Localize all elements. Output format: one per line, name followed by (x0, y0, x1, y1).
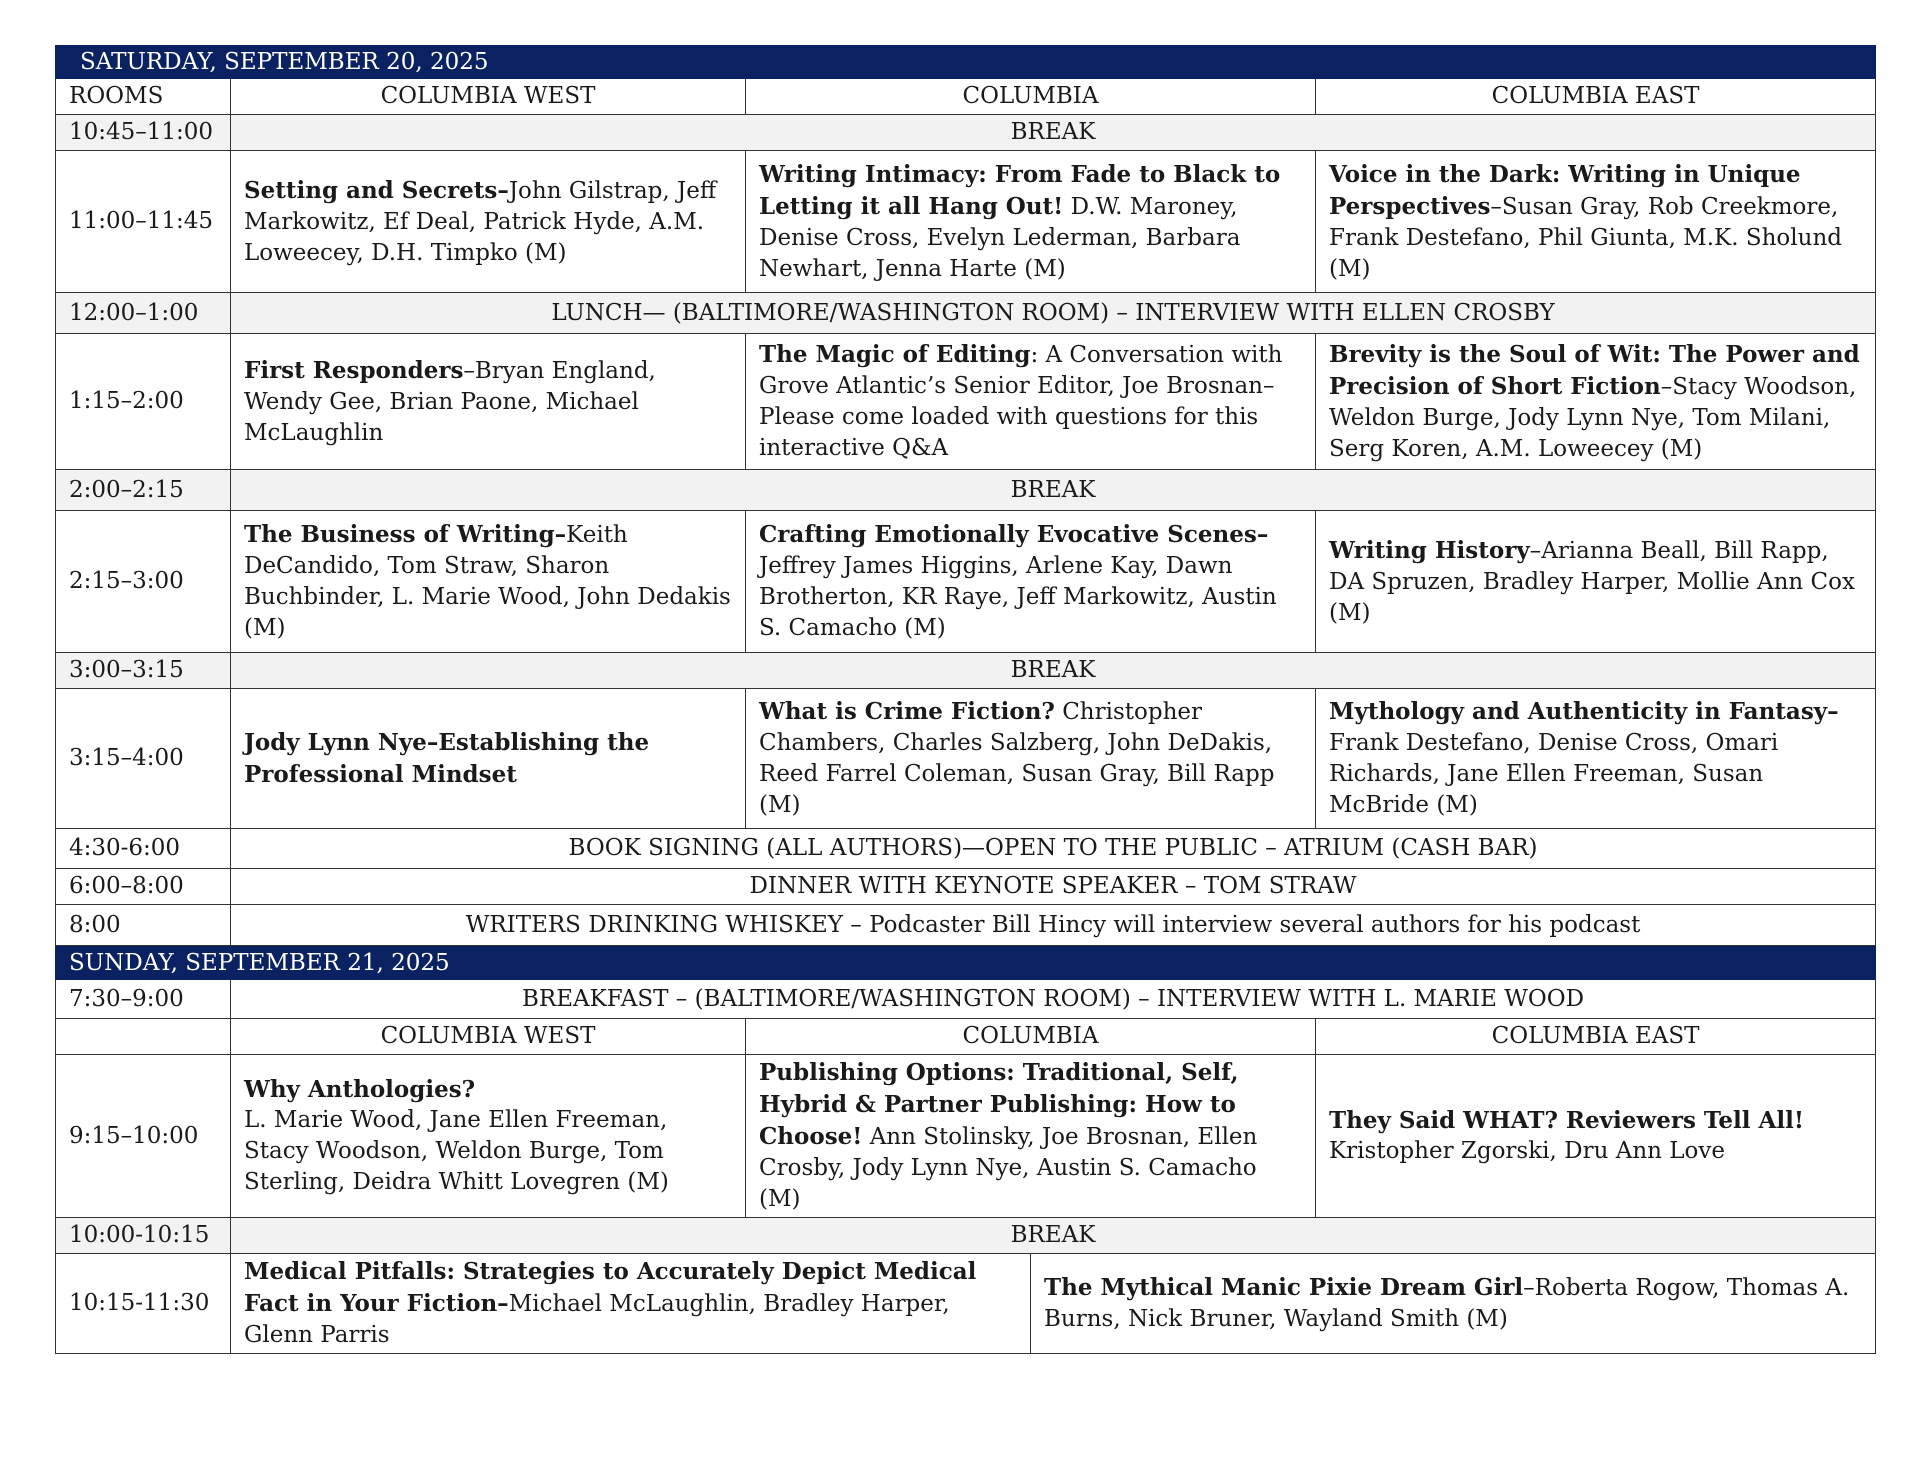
session-cell (1316, 1055, 1876, 1218)
session-panelists: Ann Stolinsky, Joe Brosnan, Ellen Crosby, Jody Lynn Nye, Austin S. Camacho (M) (759, 1124, 1258, 1212)
session-cell (746, 689, 1316, 829)
session-row (56, 334, 1876, 470)
session-title: What is Crime Fiction? (759, 698, 1055, 725)
time-slot: 8:00 (56, 905, 231, 946)
session-panelists: Frank Destefano, Denise Cross, Omari Richards, Jane Ellen Freeman, Susan McBride (M) (1329, 730, 1779, 818)
time-slot: 11:00–11:45 (56, 151, 231, 293)
session-row (56, 511, 1876, 653)
session-row (56, 1254, 1876, 1354)
session-cell (1316, 689, 1876, 829)
room-columbia-west: COLUMBIA WEST (231, 1019, 746, 1055)
rooms-header-row (56, 79, 1876, 115)
session-cell (746, 334, 1316, 470)
session-row (56, 151, 1876, 293)
session-cell (1316, 151, 1876, 293)
session-panelists: –Susan Gray, Rob Creekmore, Frank Destefano, Phil Giunta, M.K. Sholund (M) (1329, 193, 1842, 282)
break-label: BREAK (231, 1218, 1876, 1254)
session-title: Writing Intimacy: From Fade to Black to Letting it all Hang Out! (759, 160, 1281, 220)
room-columbia-east: COLUMBIA EAST (1316, 79, 1876, 115)
schedule-table (55, 45, 1876, 1354)
day-title: SATURDAY, SEPTEMBER 20, 2025 (56, 46, 1876, 79)
session-title: They Said WHAT? Reviewers Tell All! (1329, 1107, 1804, 1134)
session-cell (231, 334, 746, 470)
session-title: The Mythical Manic Pixie Dream Girl (1044, 1274, 1524, 1301)
day-header-saturday (56, 46, 1876, 79)
break-label: BREAK (231, 653, 1876, 689)
session-title: Publishing Options: Traditional, Self, Hybrid & Partner Publishing: How to Choose! (759, 1059, 1239, 1150)
session-panelists: Christopher Chambers, Charles Salzberg, John DeDakis, Reed Farrel Coleman, Susan Gray, Bill Rapp (M) (759, 699, 1275, 818)
session-panelists: –Stacy Woodson, Weldon Burge, Jody Lynn Nye, Tom Milani, Serg Koren, A.M. Loweecey (M) (1329, 373, 1857, 462)
session-panelists: –Arianna Beall, Bill Rapp, DA Spruzen, Bradley Harper, Mollie Ann Cox (M) (1329, 537, 1855, 626)
session-title: Medical Pitfalls: Strategies to Accurately Depict Medical Fact in Your Fiction– (244, 1258, 977, 1317)
lunch-row (56, 293, 1876, 334)
time-slot: 3:15–4:00 (56, 689, 231, 829)
session-title: Writing History (1329, 536, 1530, 564)
session-cell (746, 151, 1316, 293)
session-row (56, 1055, 1876, 1218)
session-panelists: L. Marie Wood, Jane Ellen Freeman, Stacy Woodson, Weldon Burge, Tom Sterling, Deidra Whitt Lovegren (M) (244, 1107, 669, 1195)
time-slot: 2:15–3:00 (56, 511, 231, 653)
session-panelists: –Bryan England, Wendy Gee, Brian Paone, Michael McLaughlin (244, 357, 656, 446)
room-columbia: COLUMBIA (746, 79, 1316, 115)
session-panelists: Keith DeCandido, Tom Straw, Sharon Buchbinder, L. Marie Wood, John Dedakis (M) (244, 522, 731, 641)
time-slot: 6:00–8:00 (56, 869, 231, 905)
session-cell (231, 151, 746, 293)
session-cell (746, 1055, 1316, 1218)
time-slot: 10:45–11:00 (56, 115, 231, 151)
time-slot: 10:15-11:30 (56, 1254, 231, 1354)
session-cell (1316, 334, 1876, 470)
time-slot: 3:00–3:15 (56, 653, 231, 689)
session-panelists: Kristopher Zgorski, Dru Ann Love (1329, 1138, 1725, 1164)
rooms-label-empty (56, 1019, 231, 1055)
lunch-label: LUNCH— (BALTIMORE/WASHINGTON ROOM) – INTERVIEW WITH ELLEN CROSBY (231, 293, 1876, 334)
time-slot: 1:15–2:00 (56, 334, 231, 470)
event-row (56, 829, 1876, 869)
break-row (56, 1218, 1876, 1254)
session-title: Mythology and Authenticity in Fantasy– (1329, 698, 1839, 725)
event-row (56, 869, 1876, 905)
room-columbia-east: COLUMBIA EAST (1316, 1019, 1876, 1055)
rooms-label: ROOMS (56, 79, 231, 115)
break-row (56, 470, 1876, 511)
session-cell (231, 511, 746, 653)
time-slot: 10:00-10:15 (56, 1218, 231, 1254)
day-header-sunday (56, 946, 1876, 980)
event-label: BREAKFAST – (BALTIMORE/WASHINGTON ROOM) – INTERVIEW WITH L. MARIE WOOD (231, 980, 1876, 1019)
break-label: BREAK (231, 470, 1876, 511)
break-row (56, 115, 1876, 151)
session-panelists: Jeffrey James Higgins, Arlene Kay, Dawn Brotherton, KR Raye, Jeff Markowitz, Austin S. Camacho (M) (759, 553, 1277, 641)
session-title: Setting and Secrets– (244, 176, 509, 204)
time-slot: 9:15–10:00 (56, 1055, 231, 1218)
session-panelists: D.W. Maroney, Denise Cross, Evelyn Lederman, Barbara Newhart, Jenna Harte (M) (759, 193, 1241, 282)
time-slot: 7:30–9:00 (56, 980, 231, 1019)
event-row (56, 905, 1876, 946)
time-slot: 4:30-6:00 (56, 829, 231, 869)
session-row (56, 689, 1876, 829)
rooms-header-row (56, 1019, 1876, 1055)
event-label: WRITERS DRINKING WHISKEY – Podcaster Bill Hincy will interview several authors for his podcast (231, 905, 1876, 946)
session-panelists: –Roberta Rogow, Thomas A. Burns, Nick Bruner, Wayland Smith (M) (1044, 1275, 1850, 1332)
session-title: First Responders (244, 356, 464, 384)
session-title: Brevity is the Soul of Wit: The Power and Precision of Short Fiction (1329, 340, 1860, 400)
session-panelists: Michael McLaughlin, Bradley Harper, Glenn Parris (244, 1291, 950, 1348)
room-columbia: COLUMBIA (746, 1019, 1316, 1055)
session-title: Voice in the Dark: Writing in Unique Perspectives (1329, 160, 1801, 220)
session-cell (231, 1055, 746, 1218)
break-label: BREAK (231, 115, 1876, 151)
session-cell (1031, 1254, 1876, 1354)
session-cell (231, 689, 746, 829)
session-cell (746, 511, 1316, 653)
day-title: SUNDAY, SEPTEMBER 21, 2025 (56, 946, 1876, 980)
event-label: DINNER WITH KEYNOTE SPEAKER – TOM STRAW (231, 869, 1876, 905)
session-title: The Business of Writing– (244, 521, 567, 548)
event-label: BOOK SIGNING (ALL AUTHORS)—OPEN TO THE PUBLIC – ATRIUM (CASH BAR) (231, 829, 1876, 869)
event-row (56, 980, 1876, 1019)
session-cell (231, 1254, 1031, 1354)
time-slot: 12:00–1:00 (56, 293, 231, 334)
session-title: The Magic of Editing (759, 341, 1031, 368)
break-row (56, 653, 1876, 689)
session-panelists: : A Conversation with Grove Atlantic’s Senior Editor, Joe Brosnan–Please come loaded with questions for this interactive Q&A (759, 342, 1283, 461)
session-title: Why Anthologies? (244, 1076, 476, 1103)
session-cell (1316, 511, 1876, 653)
room-columbia-west: COLUMBIA WEST (231, 79, 746, 115)
time-slot: 2:00–2:15 (56, 470, 231, 511)
session-title: Crafting Emotionally Evocative Scenes– (759, 521, 1269, 548)
session-panelists: John Gilstrap, Jeff Markowitz, Ef Deal, Patrick Hyde, A.M. Loweecey, D.H. Timpko (M) (244, 177, 717, 266)
session-title: Jody Lynn Nye–Establishing the Professional Mindset (244, 728, 650, 788)
